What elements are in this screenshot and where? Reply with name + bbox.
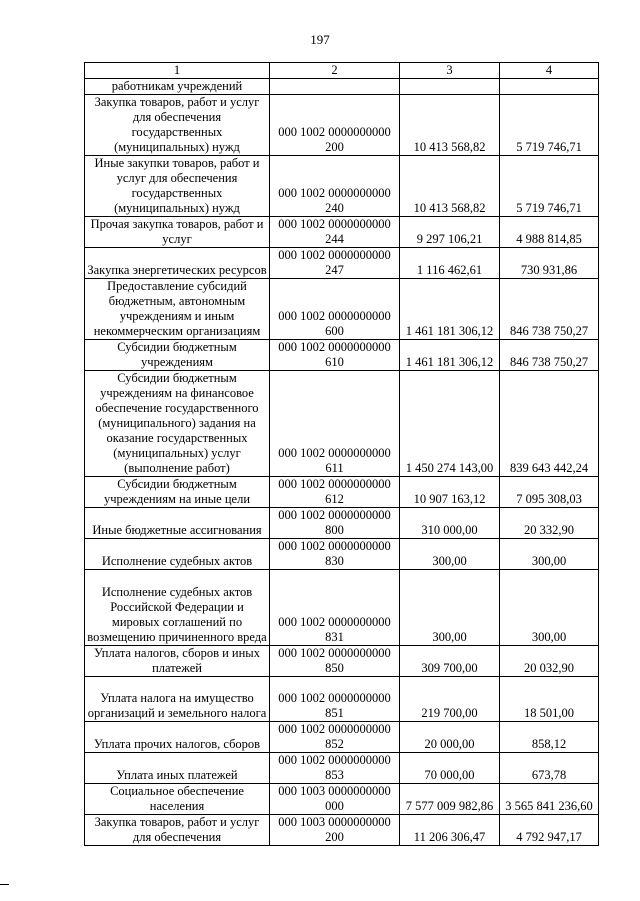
row-name-cell: Уплата прочих налогов, сборов (85, 722, 270, 753)
row-col4-cell: 7 095 308,03 (500, 477, 599, 508)
header-row (85, 63, 599, 79)
page-number: 197 (310, 32, 330, 47)
row-col3-cell: 10 907 163,12 (400, 477, 500, 508)
row-name-cell: Закупка товаров, работ и услуг для обеспечения государственных (муниципальных) нужд (85, 95, 270, 156)
row-name-cell: работникам учреждений (85, 79, 270, 95)
row-col3-cell: 300,00 (400, 570, 500, 646)
table-row (85, 279, 599, 340)
table-row (85, 340, 599, 371)
row-code-cell: 000 1002 0000000000 200 (270, 95, 400, 156)
row-col3-cell: 10 413 568,82 (400, 95, 500, 156)
row-name-cell: Предоставление субсидий бюджетным, автономным учреждениям и иным некоммерческим организациям (85, 279, 270, 340)
margin-mark (0, 884, 9, 885)
row-code-cell: 000 1002 0000000000 240 (270, 156, 400, 217)
header-col-3: 3 (400, 63, 500, 79)
row-name-cell: Исполнение судебных актов (85, 539, 270, 570)
table-row (85, 371, 599, 477)
row-col4-cell: 673,78 (500, 753, 599, 784)
row-code-cell: 000 1002 0000000000 851 (270, 677, 400, 722)
row-name-cell: Субсидии бюджетным учреждениям на финансовое обеспечение государственного (муниципального) задания на оказание государственных (муниципальных) услуг (выполнение работ) (85, 371, 270, 477)
row-col3-cell: 70 000,00 (400, 753, 500, 784)
row-name-cell: Закупка товаров, работ и услуг для обеспечения (85, 815, 270, 846)
row-col3-cell: 219 700,00 (400, 677, 500, 722)
header-col-4: 4 (500, 63, 599, 79)
row-name-cell: Иные бюджетные ассигнования (85, 508, 270, 539)
row-code-cell: 000 1002 0000000000 612 (270, 477, 400, 508)
row-code-cell: 000 1002 0000000000 244 (270, 217, 400, 248)
row-col4-cell: 18 501,00 (500, 677, 599, 722)
table-row (85, 477, 599, 508)
row-code-cell: 000 1002 0000000000 600 (270, 279, 400, 340)
row-code-cell: 000 1002 0000000000 853 (270, 753, 400, 784)
header-col-2: 2 (270, 63, 400, 79)
row-col4-cell: 300,00 (500, 539, 599, 570)
row-code-cell (270, 79, 400, 95)
row-name-cell: Иные закупки товаров, работ и услуг для обеспечения государственных (муниципальных) нужд (85, 156, 270, 217)
row-col4-cell: 730 931,86 (500, 248, 599, 279)
row-col4-cell: 4 792 947,17 (500, 815, 599, 846)
row-name-cell: Исполнение судебных актов Российской Федерации и мировых соглашений по возмещению причиненного вреда (85, 570, 270, 646)
row-code-cell: 000 1002 0000000000 850 (270, 646, 400, 677)
table-row (85, 156, 599, 217)
row-col4-cell: 5 719 746,71 (500, 95, 599, 156)
table-row (85, 95, 599, 156)
row-code-cell: 000 1002 0000000000 247 (270, 248, 400, 279)
row-col3-cell: 1 116 462,61 (400, 248, 500, 279)
row-code-cell: 000 1002 0000000000 800 (270, 508, 400, 539)
table-row (85, 722, 599, 753)
row-col3-cell: 309 700,00 (400, 646, 500, 677)
row-name-cell: Уплата налогов, сборов и иных платежей (85, 646, 270, 677)
table-row (85, 815, 599, 846)
row-code-cell: 000 1002 0000000000 611 (270, 371, 400, 477)
row-col3-cell: 1 450 274 143,00 (400, 371, 500, 477)
row-col4-cell: 858,12 (500, 722, 599, 753)
row-name-cell: Закупка энергетических ресурсов (85, 248, 270, 279)
row-name-cell: Субсидии бюджетным учреждениям на иные цели (85, 477, 270, 508)
table-row (85, 248, 599, 279)
row-col4-cell: 5 719 746,71 (500, 156, 599, 217)
row-code-cell: 000 1002 0000000000 830 (270, 539, 400, 570)
row-name-cell: Уплата налога на имущество организаций и земельного налога (85, 677, 270, 722)
table-row (85, 753, 599, 784)
row-name-cell: Субсидии бюджетным учреждениям (85, 340, 270, 371)
row-col4-cell: 839 643 442,24 (500, 371, 599, 477)
table-row (85, 784, 599, 815)
row-col3-cell: 7 577 009 982,86 (400, 784, 500, 815)
row-col4-cell (500, 79, 599, 95)
row-col3-cell (400, 79, 500, 95)
row-code-cell: 000 1002 0000000000 610 (270, 340, 400, 371)
row-col3-cell: 1 461 181 306,12 (400, 340, 500, 371)
row-col3-cell: 11 206 306,47 (400, 815, 500, 846)
table-row (85, 79, 599, 95)
row-code-cell: 000 1003 0000000000 200 (270, 815, 400, 846)
row-col4-cell: 4 988 814,85 (500, 217, 599, 248)
table-row (85, 539, 599, 570)
table-row (85, 217, 599, 248)
row-code-cell: 000 1002 0000000000 852 (270, 722, 400, 753)
row-col4-cell: 846 738 750,27 (500, 279, 599, 340)
table-row (85, 677, 599, 722)
table-row (85, 646, 599, 677)
row-code-cell: 000 1002 0000000000 831 (270, 570, 400, 646)
row-col4-cell: 3 565 841 236,60 (500, 784, 599, 815)
row-col4-cell: 300,00 (500, 570, 599, 646)
row-col3-cell: 300,00 (400, 539, 500, 570)
row-col3-cell: 20 000,00 (400, 722, 500, 753)
row-name-cell: Уплата иных платежей (85, 753, 270, 784)
row-name-cell: Прочая закупка товаров, работ и услуг (85, 217, 270, 248)
row-col3-cell: 10 413 568,82 (400, 156, 500, 217)
row-col3-cell: 9 297 106,21 (400, 217, 500, 248)
header-col-1: 1 (85, 63, 270, 79)
row-col4-cell: 20 332,90 (500, 508, 599, 539)
budget-table (84, 62, 599, 846)
row-code-cell: 000 1003 0000000000 000 (270, 784, 400, 815)
table-row (85, 508, 599, 539)
row-col4-cell: 20 032,90 (500, 646, 599, 677)
table-row (85, 570, 599, 646)
row-col4-cell: 846 738 750,27 (500, 340, 599, 371)
row-col3-cell: 1 461 181 306,12 (400, 279, 500, 340)
row-col3-cell: 310 000,00 (400, 508, 500, 539)
row-name-cell: Социальное обеспечение населения (85, 784, 270, 815)
